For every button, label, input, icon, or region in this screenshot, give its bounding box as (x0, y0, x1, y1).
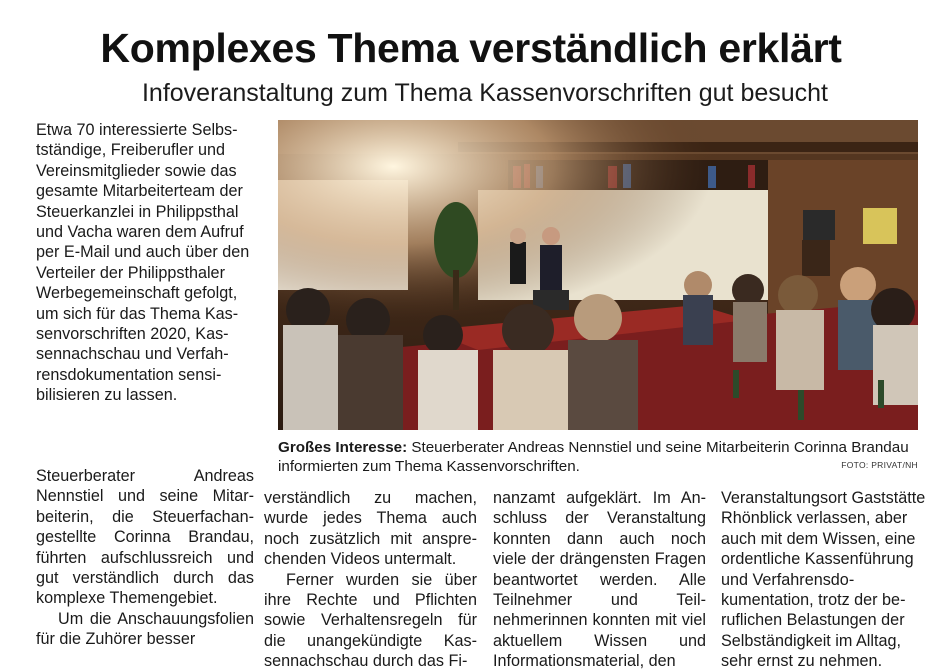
caption-lead: Großes Interesse: (278, 439, 408, 456)
article-column-1-continued (36, 466, 254, 650)
subheadline: Infoveranstaltung zum Thema Kassenvorschriften gut besucht (141, 79, 829, 107)
article-column-1 (36, 120, 254, 406)
event-photo-illustration (278, 120, 918, 430)
paragraph-videos: verständlich zu machen, wurde jedes Thema auch noch zusätzlich mit ansprechenden Videos untermalt. (264, 489, 477, 569)
photo-credit: FOTO: PRIVAT/NH (841, 460, 918, 470)
paragraph-questions: nanzamt aufgeklärt. Im Anschluss der Veranstaltung konnten dann auch noch viele der drängensten Fragen beantwortet werden. Alle Teilnehmer und Teilnehmerinnen konnten mit viel aktuellem Wissen und Informationsmaterial, den (493, 489, 706, 671)
paragraph-presenters: Steuerberater Andreas Nennstiel und seine Mitarbeiterin, die Steuerfachangestellte Corinna Brandau, führten aufschlussreich und gut verständlich durch das komplexe Themengebiet. (36, 467, 254, 608)
paragraph-conclusion: Veranstaltungsort Gaststätte Rhönblick verlassen, aber auch mit dem Wissen, eine ordentliche Kassenführung und Verfahrensdokumentation, trotz der beruflichen Belastungen der Selbständigkeit im Alltag, sehr ernst zu nehmen. (721, 489, 926, 671)
article-column-2 (264, 488, 477, 672)
paragraph-slides-start: Um die Anschauungsfolien für die Zuhörer besser (36, 609, 254, 649)
article-column-4 (721, 488, 934, 672)
event-photo (278, 120, 918, 430)
paragraph-rights: Ferner wurden sie über ihre Rechte und Pflichten sowie Verhaltensregeln für die unangekündigte Kassennachschau durch das Fi- (264, 570, 477, 671)
article-column-3 (493, 488, 706, 672)
headline: Komplexes Thema verständlich erklärt (100, 25, 842, 71)
caption-text: Steuerberater Andreas Nennstiel und seine Mitarbeiterin Corinna Brandau informierten zum Thema Kassenvorschriften. (278, 439, 909, 475)
paragraph-intro: Etwa 70 interessierte Selbstständige, Freiberufler und Vereinsmitglieder sowie das gesamte Mitarbeiterteam der Steuerkanzlei in Philippsthal und Vacha waren dem Aufruf per E-Mail und auch über den Verteiler der Philippsthaler Werbegemeinschaft gefolgt, um sich für das Thema Kassenvorschriften 2020, Kassennachschau und Verfahrensdokumentation sensibilisieren zu lassen. (36, 121, 250, 405)
photo-caption (278, 438, 924, 476)
